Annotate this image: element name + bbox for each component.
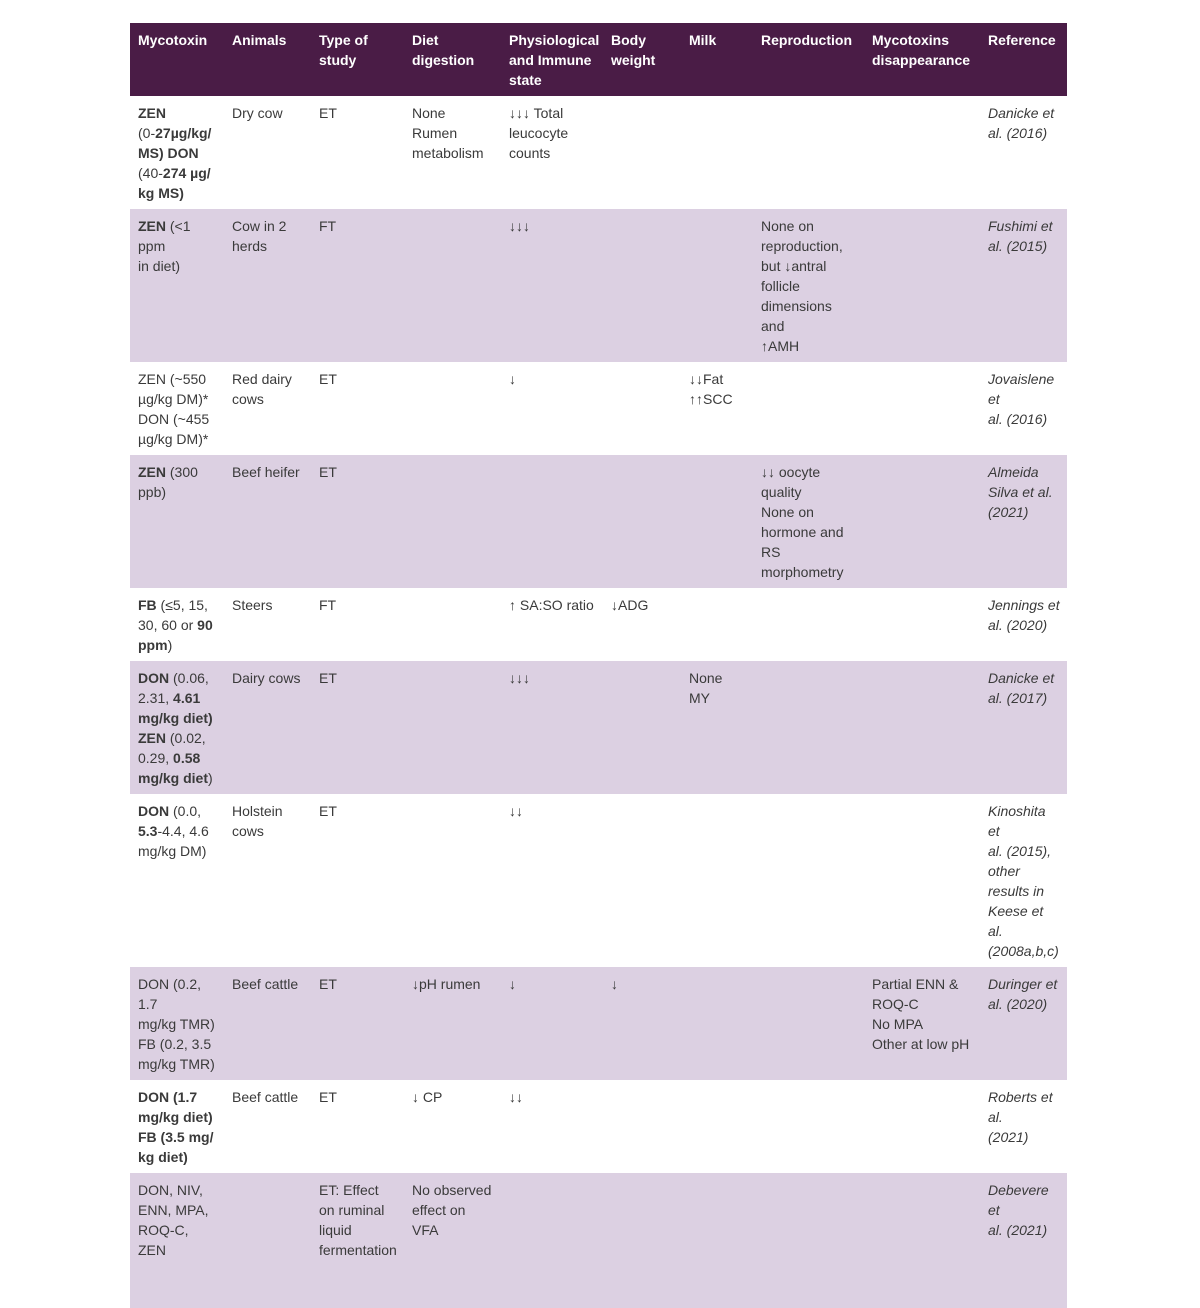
cell-physiological-immune-state [501,794,603,967]
cell-reproduction [753,209,864,362]
cell-line: Red dairy [232,371,292,387]
cell-type-of-study [311,661,404,794]
cell-animals [224,661,311,794]
cell-milk [681,455,753,588]
cell-line: Keese et al. [988,903,1044,939]
text-segment: mg/kg TMR) [138,1056,215,1072]
cell-line: cows [232,391,264,407]
cell-line [138,1054,218,1074]
cell-line: Duringer et [988,976,1058,992]
cell-mycotoxins-disappearance [864,967,980,1080]
cell-milk [681,588,753,661]
text-segment: (0.02, [166,730,206,746]
cell-line: No observed [412,1182,492,1198]
cell-diet-digestion [404,661,501,794]
cell-reproduction [753,362,864,455]
cell-type-of-study [311,455,404,588]
cell-line [138,429,218,449]
cell-reproduction [753,96,864,209]
table-body [130,96,1067,1308]
cell-milk [681,967,753,1080]
cell-line: ↓↓ [509,803,523,819]
cell-type-of-study [311,96,404,209]
cell-reference [980,1080,1067,1173]
table-row [130,96,1067,209]
cell-line: ↓↓ [509,1089,523,1105]
cell-reproduction [753,794,864,967]
cell-physiological-immune-state [501,362,603,455]
cell-line: al. (2017) [988,690,1048,706]
cell-line [138,369,218,389]
cell-line: (2021) [988,504,1029,520]
cell-line: reproduction, [761,238,843,254]
cell-line: ↑↑SCC [689,391,733,407]
text-segment: ENN, MPA, [138,1202,209,1218]
bold-text-segment: 274 µg/ [162,165,211,181]
text-segment: DON (0.2, 1.7 [138,976,202,1012]
text-segment: (300 [166,464,198,480]
cell-line: Steers [232,597,273,613]
cell-milk [681,1080,753,1173]
text-segment: 0.29, [138,750,174,766]
cell-body-weight [603,794,681,967]
cell-reference [980,661,1067,794]
bold-text-segment: mg/kg diet [138,770,209,786]
cell-line [138,216,218,256]
cell-line: cows [232,823,264,839]
cell-line [138,1107,218,1127]
cell-physiological-immune-state [501,967,603,1080]
cell-body-weight [603,362,681,455]
text-segment: (<1 ppm [138,218,191,254]
text-segment: ) [167,637,173,653]
cell-line: Cow in 2 [232,218,287,234]
cell-mycotoxins-disappearance [864,588,980,661]
bold-text-segment: 27µg/kg/ [155,125,212,141]
cell-reference [980,1173,1067,1308]
cell-line: morphometry [761,564,844,580]
cell-line: al. (2021) [988,1222,1048,1238]
cell-line: ↑ SA:SO ratio [509,597,594,613]
cell-line: ET: Effect [319,1182,379,1198]
cell-line: ET [319,803,337,819]
cell-line [138,389,218,409]
cell-line [138,668,218,688]
text-segment: ZEN (~550 [138,371,207,387]
cell-line: ↓ [509,371,516,387]
cell-milk [681,661,753,794]
cell-mycotoxins-disappearance [864,209,980,362]
cell-line: herds [232,238,268,254]
bold-text-segment: FB (3.5 mg/ [138,1129,214,1145]
cell-body-weight [603,661,681,794]
cell-line [138,1220,218,1260]
cell-line: leucocyte [509,125,569,141]
text-segment: -4.4, 4.6 [157,823,209,839]
cell-line [138,103,218,123]
cell-milk [681,362,753,455]
cell-line: follicle [761,278,800,294]
cell-line: ET [319,371,337,387]
cell-line: Dry cow [232,105,283,121]
cell-mycotoxin [130,1080,224,1173]
cell-line [138,482,218,502]
cell-line [138,256,218,276]
text-segment: (0.0, [169,803,202,819]
bold-text-segment: mg/kg diet) [138,1109,213,1125]
cell-reference [980,794,1067,967]
bold-text-segment: DON [138,803,170,819]
cell-line: al. (2015), [988,843,1052,859]
cell-line: Danicke et [988,670,1055,686]
cell-line [138,708,218,728]
table-row [130,661,1067,794]
cell-reproduction [753,967,864,1080]
table-row [130,455,1067,588]
cell-body-weight [603,1080,681,1173]
cell-animals [224,362,311,455]
cell-line: counts [509,145,551,161]
cell-line: Partial ENN & [872,976,959,992]
cell-physiological-immune-state [501,455,603,588]
text-segment: mg/kg TMR) [138,1016,215,1032]
bold-text-segment: 4.61 [173,690,201,706]
cell-line: ET [319,976,337,992]
cell-mycotoxins-disappearance [864,455,980,588]
cell-line [138,1180,218,1200]
cell-line [138,974,218,1014]
table-row [130,794,1067,967]
table-row [130,1080,1067,1173]
bold-text-segment: ZEN [138,730,166,746]
cell-line: ET [319,105,337,121]
cell-line [138,143,218,163]
cell-line [138,748,218,768]
cell-line: hormone and RS [761,524,844,560]
bold-text-segment: ZEN [138,218,166,234]
cell-line: al. (2015) [988,238,1048,254]
cell-type-of-study [311,362,404,455]
cell-reproduction [753,1173,864,1308]
cell-animals [224,967,311,1080]
cell-line [138,801,218,821]
cell-diet-digestion [404,1173,501,1308]
cell-line [138,1127,218,1147]
mycotoxin-effects-table-container [130,23,1067,1308]
text-segment: ) [208,770,213,786]
cell-line: ↓↓↓ [509,218,530,234]
header-mycotoxin: Mycotoxin [130,23,224,96]
text-segment: in diet) [138,258,181,274]
cell-line: Beef cattle [232,1089,299,1105]
text-segment: ROQ-C, ZEN [138,1222,189,1258]
cell-line: other [988,863,1020,879]
cell-reference [980,209,1067,362]
bold-text-segment: kg diet) [138,1149,188,1165]
cell-body-weight [603,209,681,362]
cell-line: Beef heifer [232,464,300,480]
bold-text-segment: 5.3 [138,823,158,839]
cell-line: fermentation [319,1242,397,1258]
text-segment: (≤5, 15, [156,597,208,613]
cell-line: Danicke et [988,105,1055,121]
cell-milk [681,794,753,967]
mycotoxin-effects-table [130,23,1067,1308]
cell-milk [681,209,753,362]
bold-text-segment: DON [138,670,170,686]
cell-line: Debevere et [988,1182,1049,1218]
bold-text-segment: 90 [197,617,213,633]
cell-type-of-study [311,1173,404,1308]
text-segment: DON (~455 [138,411,210,427]
cell-type-of-study [311,209,404,362]
text-segment: µg/kg DM)* [138,391,209,407]
cell-line [138,1147,218,1167]
header-milk: Milk [681,23,753,96]
cell-line: metabolism [412,145,484,161]
table-row [130,1173,1067,1308]
cell-line: (2021) [988,1129,1029,1145]
cell-reference [980,362,1067,455]
cell-line: ↓ADG [611,597,649,613]
header-mycotoxins-disappearance: Mycotoxins disappearance [864,23,980,96]
cell-line [138,1014,218,1034]
cell-reproduction [753,455,864,588]
cell-line: None on [761,504,814,520]
cell-line: al. (2020) [988,617,1048,633]
cell-line: FT [319,597,337,613]
cell-type-of-study [311,1080,404,1173]
cell-body-weight [603,588,681,661]
cell-mycotoxins-disappearance [864,794,980,967]
cell-animals [224,209,311,362]
cell-line [138,821,218,841]
bold-text-segment: mg/kg diet) [138,710,213,726]
header-body-weight: Body weight [603,23,681,96]
cell-diet-digestion [404,209,501,362]
cell-mycotoxin [130,209,224,362]
cell-line: Fushimi et [988,218,1053,234]
cell-animals [224,455,311,588]
text-segment: 2.31, [138,690,174,706]
cell-mycotoxin [130,362,224,455]
cell-line: dimensions and [761,298,832,334]
cell-animals [224,794,311,967]
text-segment: (40- [138,165,163,181]
cell-diet-digestion [404,588,501,661]
cell-line: ↓↓↓ Total [509,105,564,121]
cell-mycotoxin [130,661,224,794]
cell-line: ET [319,464,337,480]
cell-line: on ruminal [319,1202,385,1218]
text-segment: 30, 60 or [138,617,198,633]
cell-line: FT [319,218,337,234]
cell-diet-digestion [404,96,501,209]
cell-line: effect on VFA [412,1202,466,1238]
cell-line: Jovaislene et [988,371,1055,407]
cell-type-of-study [311,967,404,1080]
cell-line: ET [319,670,337,686]
cell-line: None [689,670,723,686]
cell-line: Almeida [988,464,1039,480]
cell-body-weight [603,1173,681,1308]
cell-physiological-immune-state [501,96,603,209]
bold-text-segment: ZEN [138,105,166,121]
cell-line [138,728,218,748]
cell-animals [224,96,311,209]
cell-animals [224,1080,311,1173]
table-row [130,967,1067,1080]
cell-line: al. (2016) [988,411,1048,427]
header-reference: Reference [980,23,1067,96]
cell-line: ↓↓Fat [689,371,724,387]
table-row [130,588,1067,661]
header-type-of-study: Type of study [311,23,404,96]
cell-reference [980,588,1067,661]
cell-line [138,409,218,429]
cell-body-weight [603,455,681,588]
cell-line: Holstein [232,803,283,819]
cell-diet-digestion [404,455,501,588]
table-row [130,362,1067,455]
cell-line: but ↓antral [761,258,827,274]
cell-line [138,462,218,482]
cell-line: ET [319,1089,337,1105]
header-diet-digestion: Diet digestion [404,23,501,96]
cell-line: Dairy cows [232,670,301,686]
cell-line [138,163,218,183]
cell-line: ROQ-C [872,996,919,1012]
cell-physiological-immune-state [501,209,603,362]
cell-reproduction [753,1080,864,1173]
bold-text-segment: kg MS) [138,185,184,201]
cell-mycotoxin [130,1173,224,1308]
cell-physiological-immune-state [501,661,603,794]
cell-physiological-immune-state [501,1080,603,1173]
cell-milk [681,96,753,209]
header-animals: Animals [224,23,311,96]
cell-line: Kinoshita et [988,803,1046,839]
cell-line: Roberts et al. [988,1089,1053,1125]
bold-text-segment: 0.58 [173,750,201,766]
cell-line: quality [761,484,802,500]
cell-line [138,1034,218,1054]
table-row [130,209,1067,362]
cell-line: MY [689,690,710,706]
bold-text-segment: ZEN [138,464,166,480]
cell-reference [980,967,1067,1080]
cell-line: results in [988,883,1045,899]
cell-line: Silva et al. [988,484,1053,500]
cell-animals [224,1173,311,1308]
cell-diet-digestion [404,794,501,967]
cell-line: ↓pH rumen [412,976,481,992]
text-segment: FB (0.2, 3.5 [138,1036,212,1052]
text-segment: µg/kg DM)* [138,431,209,447]
cell-mycotoxins-disappearance [864,362,980,455]
cell-mycotoxins-disappearance [864,661,980,794]
cell-line: None on [761,218,814,234]
cell-body-weight [603,96,681,209]
cell-line: ↓ CP [412,1089,443,1105]
bold-text-segment: FB [138,597,157,613]
cell-mycotoxins-disappearance [864,1173,980,1308]
text-segment: mg/kg DM) [138,843,207,859]
bold-text-segment: DON (1.7 [138,1089,198,1105]
cell-line: No MPA [872,1016,924,1032]
cell-line: ↓ [509,976,516,992]
cell-mycotoxin [130,455,224,588]
cell-line: ↓↓ oocyte [761,464,821,480]
cell-line [138,635,218,655]
cell-diet-digestion [404,967,501,1080]
text-segment: (0- [138,125,156,141]
cell-reference [980,455,1067,588]
header-reproduction: Reproduction [753,23,864,96]
bold-text-segment: ppm [138,637,168,653]
cell-line [138,1200,218,1220]
cell-milk [681,1173,753,1308]
text-segment: DON, NIV, [138,1182,203,1198]
cell-line: Beef cattle [232,976,299,992]
cell-line: None [412,105,446,121]
cell-line: ↓↓↓ [509,670,530,686]
cell-line [138,841,218,861]
cell-mycotoxin [130,96,224,209]
header-physiological-immune-state: Physiological and Immune state [501,23,603,96]
cell-line [138,123,218,143]
cell-line [138,688,218,708]
cell-reproduction [753,588,864,661]
text-segment: (0.06, [169,670,209,686]
cell-animals [224,588,311,661]
table-header-row [130,23,1067,96]
cell-mycotoxin [130,588,224,661]
cell-reference [980,96,1067,209]
cell-line: liquid [319,1222,352,1238]
cell-physiological-immune-state [501,1173,603,1308]
cell-line: ↓ [611,976,618,992]
cell-line: Rumen [412,125,458,141]
cell-mycotoxins-disappearance [864,96,980,209]
text-segment: ppb) [138,484,167,500]
cell-mycotoxins-disappearance [864,1080,980,1173]
cell-line [138,183,218,203]
cell-diet-digestion [404,1080,501,1173]
cell-line [138,768,218,788]
cell-line: (2008a,b,c) [988,943,1059,959]
bold-text-segment: MS) DON [138,145,199,161]
cell-line: Other at low pH [872,1036,970,1052]
cell-line [138,615,218,635]
cell-type-of-study [311,794,404,967]
cell-mycotoxin [130,794,224,967]
cell-line: Jennings et [988,597,1060,613]
cell-line [138,595,218,615]
cell-line: ↑AMH [761,338,800,354]
cell-line: al. (2016) [988,125,1048,141]
cell-mycotoxin [130,967,224,1080]
cell-diet-digestion [404,362,501,455]
cell-type-of-study [311,588,404,661]
cell-physiological-immune-state [501,588,603,661]
cell-line [138,1087,218,1107]
cell-line: al. (2020) [988,996,1048,1012]
cell-body-weight [603,967,681,1080]
cell-reproduction [753,661,864,794]
